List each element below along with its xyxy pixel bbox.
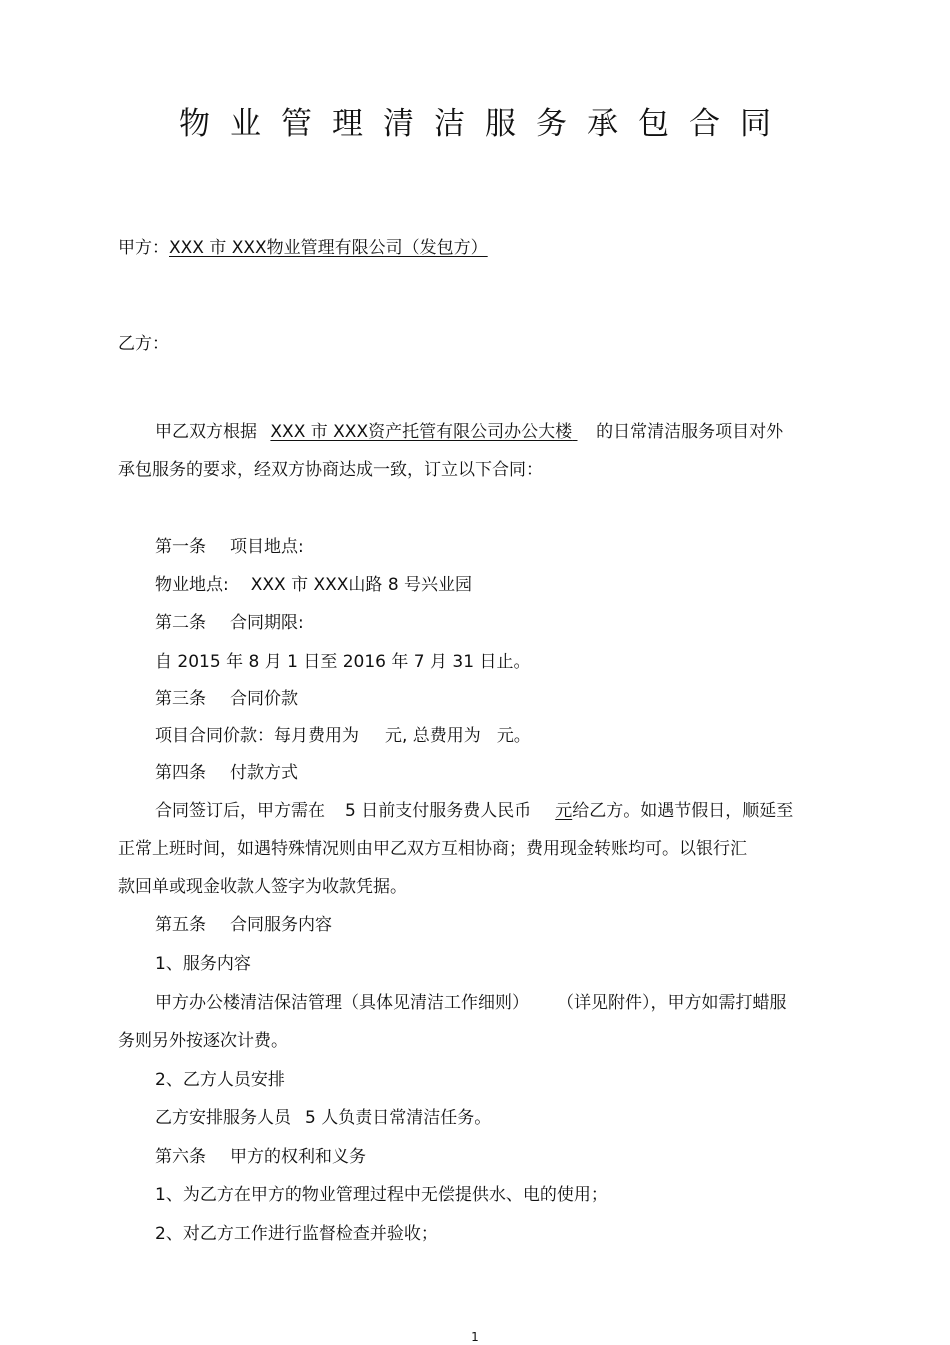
article-2-heading	[155, 612, 304, 634]
section-1-title: 1、服务内容	[155, 954, 251, 974]
page-number: 1	[471, 1330, 479, 1344]
section-2-text-a: 乙方安排服务人员	[155, 1108, 291, 1128]
intro-line-1	[155, 421, 783, 443]
location-line	[155, 574, 472, 596]
right-item-2: 2、对乙方工作进行监督检查并验收；	[155, 1224, 438, 1244]
article-4-heading	[155, 762, 298, 784]
section-2-text	[155, 1107, 491, 1129]
intro-line-2: 承包服务的要求，经双方协商达成一致，订立以下合同：	[118, 460, 543, 480]
party-a-line	[118, 237, 488, 259]
right-item-1: 1、为乙方在甲方的物业管理过程中无偿提供水、电的使用；	[155, 1185, 608, 1205]
article-name: 甲方的权利和义务	[230, 1147, 366, 1167]
article-number: 第二条	[155, 613, 206, 633]
payment-line-1	[155, 800, 793, 822]
article-6-heading	[155, 1146, 366, 1168]
payment-text-cont: 给乙方。如遇节假日，顺延至	[572, 801, 794, 821]
intro-text-cont: 的日常清洁服务项目对外	[596, 422, 784, 442]
price-text-total: 元, 总费用为	[385, 726, 481, 746]
location-value: XXX 市 XXX山路 8 号兴业园	[250, 575, 473, 595]
payment-text-days: 5 日前支付服务费人民币	[345, 801, 532, 821]
price-text: 项目合同价款：每月费用为	[155, 726, 359, 746]
project-name: XXX 市 XXX资产托管有限公司办公大楼	[270, 422, 573, 442]
price-text-end: 元。	[496, 726, 531, 746]
article-number: 第五条	[155, 915, 206, 935]
article-name: 付款方式	[230, 763, 298, 783]
section-1-text	[155, 992, 787, 1014]
payment-amount: 元	[555, 801, 573, 821]
intro-text: 甲乙双方根据	[155, 422, 257, 442]
term-line: 自 2015 年 8 月 1 日至 2016 年 7 月 31 日止。	[155, 652, 531, 672]
party-b-label: 乙方：	[118, 334, 169, 354]
section-1-text-a: 甲方办公楼清洁保洁管理（具体见清洁工作细则）	[155, 993, 529, 1013]
article-name: 合同价款	[230, 689, 298, 709]
contract-title: 物业管理清洁服务承包合同	[179, 106, 791, 142]
payment-line-3: 款回单或现金收款人签字为收款凭据。	[118, 877, 407, 897]
article-1-heading	[155, 536, 304, 558]
article-name: 合同服务内容	[230, 915, 332, 935]
article-5-heading	[155, 914, 332, 936]
article-name: 项目地点:	[230, 537, 304, 557]
article-name: 合同期限:	[230, 613, 304, 633]
price-line	[155, 725, 531, 747]
article-number: 第四条	[155, 763, 206, 783]
article-number: 第一条	[155, 537, 206, 557]
party-a-label: 甲方：	[118, 238, 169, 258]
article-3-heading	[155, 688, 298, 710]
section-2-text-b: 5 人负责日常清洁任务。	[305, 1108, 492, 1128]
party-a-value: XXX 市 XXX物业管理有限公司（发包方）	[169, 238, 488, 258]
payment-text: 合同签订后，甲方需在	[155, 801, 325, 821]
article-number: 第六条	[155, 1147, 206, 1167]
location-label: 物业地点:	[155, 575, 229, 595]
section-2-title: 2、乙方人员安排	[155, 1070, 285, 1090]
section-1-text-b: （详见附件），甲方如需打蜡服	[557, 993, 787, 1013]
section-1-text-cont: 务则另外按逐次计费。	[118, 1031, 288, 1051]
payment-line-2: 正常上班时间，如遇特殊情况则由甲乙双方互相协商；费用现金转账均可。以银行汇	[118, 839, 747, 859]
article-number: 第三条	[155, 689, 206, 709]
party-b-line	[118, 333, 169, 355]
